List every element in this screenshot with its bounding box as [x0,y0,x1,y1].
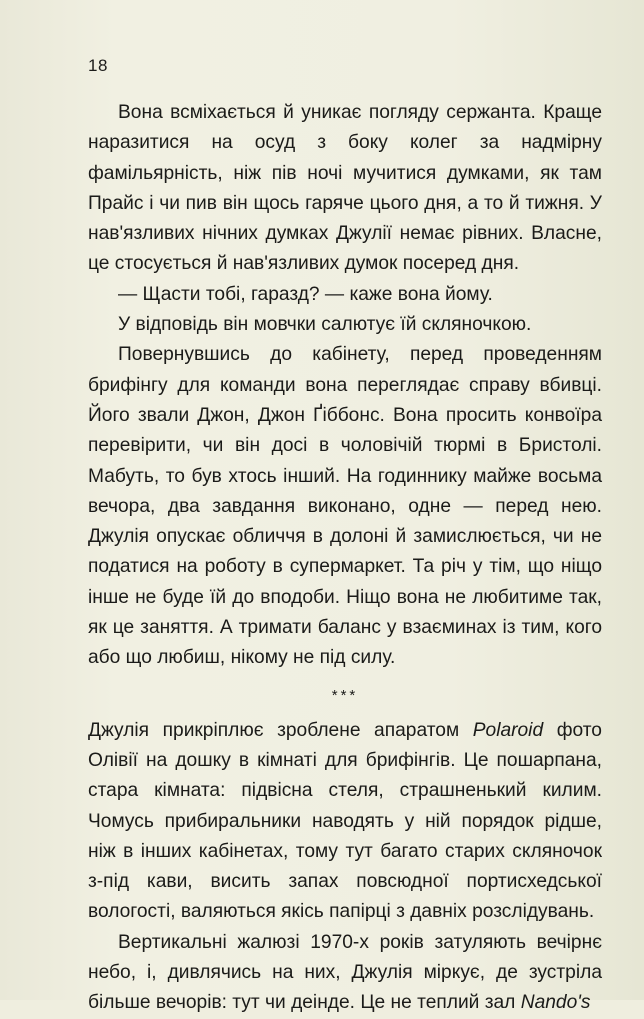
paragraph-dialogue: — Щасти тобі, гаразд? — каже вона йому. [118,283,493,305]
paragraph [88,928,602,1019]
text-run: Джулія прикріплює зроблене апаратом [88,719,473,741]
paragraph: Вона всміхається й уникає погляду сержанта. Краще наразитися на осуд з боку колег за надмірну фамільярність, ніж пів ночі мучитися думками, як там Прайс і чи пив він щось гаряче цього дня, а то й тижня. У нав'язливих нічних думках Джулії немає рівних. Власне, це стосується й нав'язливих думок посеред дня. [88,102,602,275]
body-text [88,98,602,1019]
italic-brand-text: Nando's [520,992,591,1014]
italic-brand-text: Polaroid [472,719,544,741]
page-number: 18 [88,56,108,75]
paragraph: Повернувшись до кабінету, перед проведенням брифінгу для команди вона переглядає справу вбивці. Його звали Джон, Джон Ґіббонс. Вона просить конвоїра перевірити, чи він досі в чоловічій тюрмі в Бристолі. Мабуть, то був хтось інший. На годиннику майже восьма вечора, два завдання виконано, одне — перед нею. Джулія опускає обличчя в долоні й замислюється, чи не податися на роботу в супермаркет. Та річ у тім, що ніщо інше не буде їй до вподоби. Ніщо вона не любитиме так, як це заняття. А тримати баланс у взаєминах із тим, кого або що любиш, нікому не під силу. [88,344,602,669]
paragraph [88,716,602,928]
text-run: Вертикальні жалюзі 1970-х років затуляють вечірнє небо, і, дивлячись на них, Джулія міркує, де зустріла більше вечорів: тут чи деінде. Це не теплий зал [88,931,602,1014]
section-separator: *** [331,686,359,704]
text-run: фото Олівії на дошку в кімнаті для брифінгів. Це пошарпана, стара кімната: підвісна стеля, страшненький килим. Чомусь прибиральники наводять у ній порядок рідше, ніж в інших кабінетах, тому тут багато старих скляночок з-під кави, висить запах повсюдної портисхедської вологості, валяються якісь папірці з давніх розслідувань. [88,719,602,923]
paragraph: У відповідь він мовчки салютує їй скляночкою. [118,314,532,336]
